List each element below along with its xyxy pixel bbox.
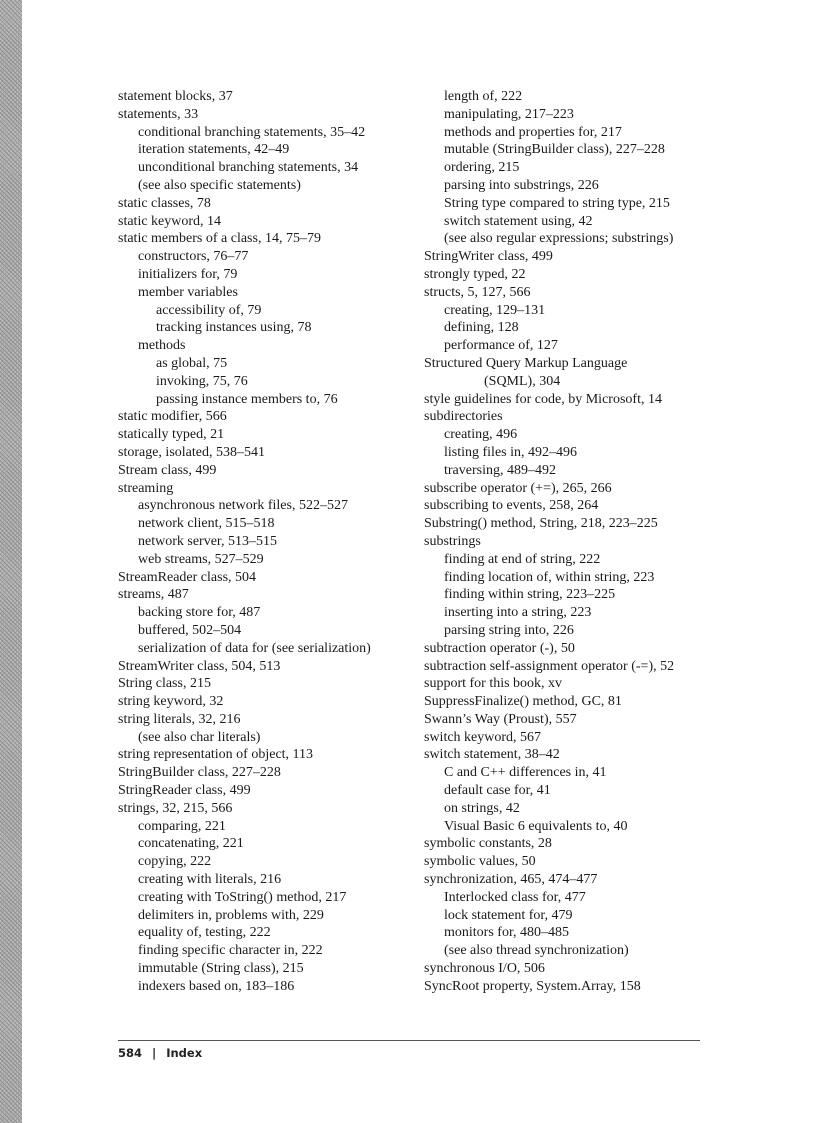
index-subentry: backing store for, 487 [138, 605, 261, 621]
index-entry: subtraction operator (-), 50 [424, 640, 575, 656]
index-entry: support for this book, xv [424, 676, 563, 692]
index-subentry: Interlocked class for, 477 [444, 889, 586, 905]
index-entry: StreamReader class, 504 [118, 569, 257, 585]
index-subentry: methods and properties for, 217 [444, 124, 622, 140]
index-column-left [118, 88, 408, 996]
index-entry: switch statement, 38–42 [424, 747, 560, 763]
index-subentry: length of, 222 [444, 89, 523, 104]
index-entry: SyncRoot property, System.Array, 158 [424, 978, 641, 994]
index-subentry: methods [138, 338, 186, 354]
index-subentry: creating, 496 [444, 427, 518, 443]
index-subentry: manipulating, 217–223 [444, 106, 574, 122]
index-entry: symbolic constants, 28 [424, 836, 552, 852]
index-entry: static classes, 78 [118, 195, 211, 211]
index-subentry: creating with ToString() method, 217 [138, 889, 347, 905]
index-entry: streams, 487 [118, 587, 189, 603]
index-entry: subscribe operator (+=), 265, 266 [424, 480, 612, 496]
index-subentry: tracking instances using, 78 [156, 320, 312, 336]
page-footer [118, 1046, 202, 1060]
index-entry: static keyword, 14 [118, 213, 222, 229]
index-entry: string representation of object, 113 [118, 747, 314, 763]
index-subentry: on strings, 42 [444, 800, 520, 816]
index-subentry: Visual Basic 6 equivalents to, 40 [444, 818, 628, 834]
index-subentry: asynchronous network files, 522–527 [138, 498, 348, 514]
index-subentry: creating, 129–131 [444, 302, 546, 318]
index-entry: StreamWriter class, 504, 513 [118, 658, 281, 674]
index-entry: SuppressFinalize() method, GC, 81 [424, 694, 622, 710]
index-entry: Structured Query Markup Language [424, 355, 628, 371]
index-entry: subtraction self-assignment operator (-=), 52 [424, 658, 675, 674]
index-subentry: (see also char literals) [138, 729, 261, 745]
index-entry: synchronous I/O, 506 [424, 961, 545, 977]
index-entry: StringWriter class, 499 [424, 249, 553, 265]
index-subentry: creating with literals, 216 [138, 872, 282, 888]
index-subentry: buffered, 502–504 [138, 622, 242, 638]
index-entry: streaming [118, 480, 174, 496]
index-subentry: finding within string, 223–225 [444, 587, 616, 603]
index-subentry: default case for, 41 [444, 783, 551, 799]
index-entry: Swann’s Way (Proust), 557 [424, 711, 577, 727]
index-subentry: mutable (StringBuilder class), 227–228 [444, 142, 665, 158]
index-entry: statement blocks, 37 [118, 89, 233, 104]
index-entry: statements, 33 [118, 106, 199, 122]
index-subentry: web streams, 527–529 [138, 551, 264, 567]
index-subentry: constructors, 76–77 [138, 249, 249, 265]
section-name: Index [166, 1046, 203, 1060]
index-subentry: (see also regular expressions; substrings) [444, 231, 674, 247]
index-entry: substrings [424, 533, 481, 549]
index-entry: subdirectories [424, 409, 503, 425]
index-subentry: (see also specific statements) [138, 177, 301, 193]
index-subentry: serialization of data for (see serialization) [138, 640, 371, 656]
index-subentry: delimiters in, problems with, 229 [138, 907, 324, 923]
index-entry: Substring() method, String, 218, 223–225 [424, 516, 658, 532]
index-subentry: member variables [138, 284, 238, 300]
index-subentry: comparing, 221 [138, 818, 226, 834]
index-entry: structs, 5, 127, 566 [424, 284, 531, 300]
index-subentry: parsing into substrings, 226 [444, 177, 599, 193]
index-subentry: inserting into a string, 223 [444, 605, 592, 621]
index-subentry: String type compared to string type, 215 [444, 195, 670, 211]
index-subentry: listing files in, 492–496 [444, 444, 577, 460]
index-entry: string keyword, 32 [118, 694, 224, 710]
index-subentry: performance of, 127 [444, 338, 558, 354]
index-entry: Stream class, 499 [118, 462, 217, 478]
index-subentry: accessibility of, 79 [156, 302, 262, 318]
index-entry: style guidelines for code, by Microsoft, 14 [424, 391, 662, 407]
index-subentry: monitors for, 480–485 [444, 925, 570, 941]
index-subentry: finding location of, within string, 223 [444, 569, 655, 585]
index-subentry: traversing, 489–492 [444, 462, 556, 478]
index-subentry: finding specific character in, 222 [138, 943, 323, 959]
index-entry: statically typed, 21 [118, 427, 225, 443]
index-subentry: unconditional branching statements, 34 [138, 160, 359, 176]
page-number: 584 [118, 1046, 143, 1060]
index-subentry: concatenating, 221 [138, 836, 244, 852]
index-subentry: network client, 515–518 [138, 516, 275, 532]
index-subentry: switch statement using, 42 [444, 213, 593, 229]
index-entry: storage, isolated, 538–541 [118, 444, 265, 460]
index-subentry: defining, 128 [444, 320, 519, 336]
index-subentry: ordering, 215 [444, 160, 520, 176]
index-column-right [424, 88, 716, 996]
index-entry: strongly typed, 22 [424, 266, 526, 282]
index-subentry: passing instance members to, 76 [156, 391, 338, 407]
index-entry: String class, 215 [118, 676, 211, 692]
index-entry: synchronization, 465, 474–477 [424, 872, 598, 888]
index-entry: StringBuilder class, 227–228 [118, 765, 281, 781]
index-subentry: immutable (String class), 215 [138, 961, 304, 977]
index-subentry: copying, 222 [138, 854, 212, 870]
index-entry: StringReader class, 499 [118, 783, 251, 799]
index-subentry: (see also thread synchronization) [444, 943, 629, 959]
index-subentry: invoking, 75, 76 [156, 373, 248, 389]
index-entry: symbolic values, 50 [424, 854, 536, 870]
index-subentry: iteration statements, 42–49 [138, 142, 290, 158]
index-subentry: conditional branching statements, 35–42 [138, 124, 366, 140]
index-subentry: (SQML), 304 [484, 373, 561, 389]
index-entry: static modifier, 566 [118, 409, 227, 425]
index-entry: strings, 32, 215, 566 [118, 800, 233, 816]
footer-separator: | [152, 1046, 157, 1060]
index-entry: string literals, 32, 216 [118, 711, 241, 727]
index-subentry: lock statement for, 479 [444, 907, 573, 923]
index-subentry: initializers for, 79 [138, 266, 238, 282]
index-subentry: as global, 75 [156, 355, 228, 371]
index-subentry: indexers based on, 183–186 [138, 978, 295, 994]
index-entry: switch keyword, 567 [424, 729, 542, 745]
index-subentry: equality of, testing, 222 [138, 925, 271, 941]
index-subentry: C and C++ differences in, 41 [444, 765, 607, 781]
index-entry: static members of a class, 14, 75–79 [118, 231, 321, 247]
index-subentry: finding at end of string, 222 [444, 551, 601, 567]
footer-divider [118, 1040, 700, 1041]
scanned-page-edge [0, 0, 22, 1123]
index-entry: subscribing to events, 258, 264 [424, 498, 599, 514]
index-subentry: parsing string into, 226 [444, 622, 574, 638]
index-subentry: network server, 513–515 [138, 533, 278, 549]
